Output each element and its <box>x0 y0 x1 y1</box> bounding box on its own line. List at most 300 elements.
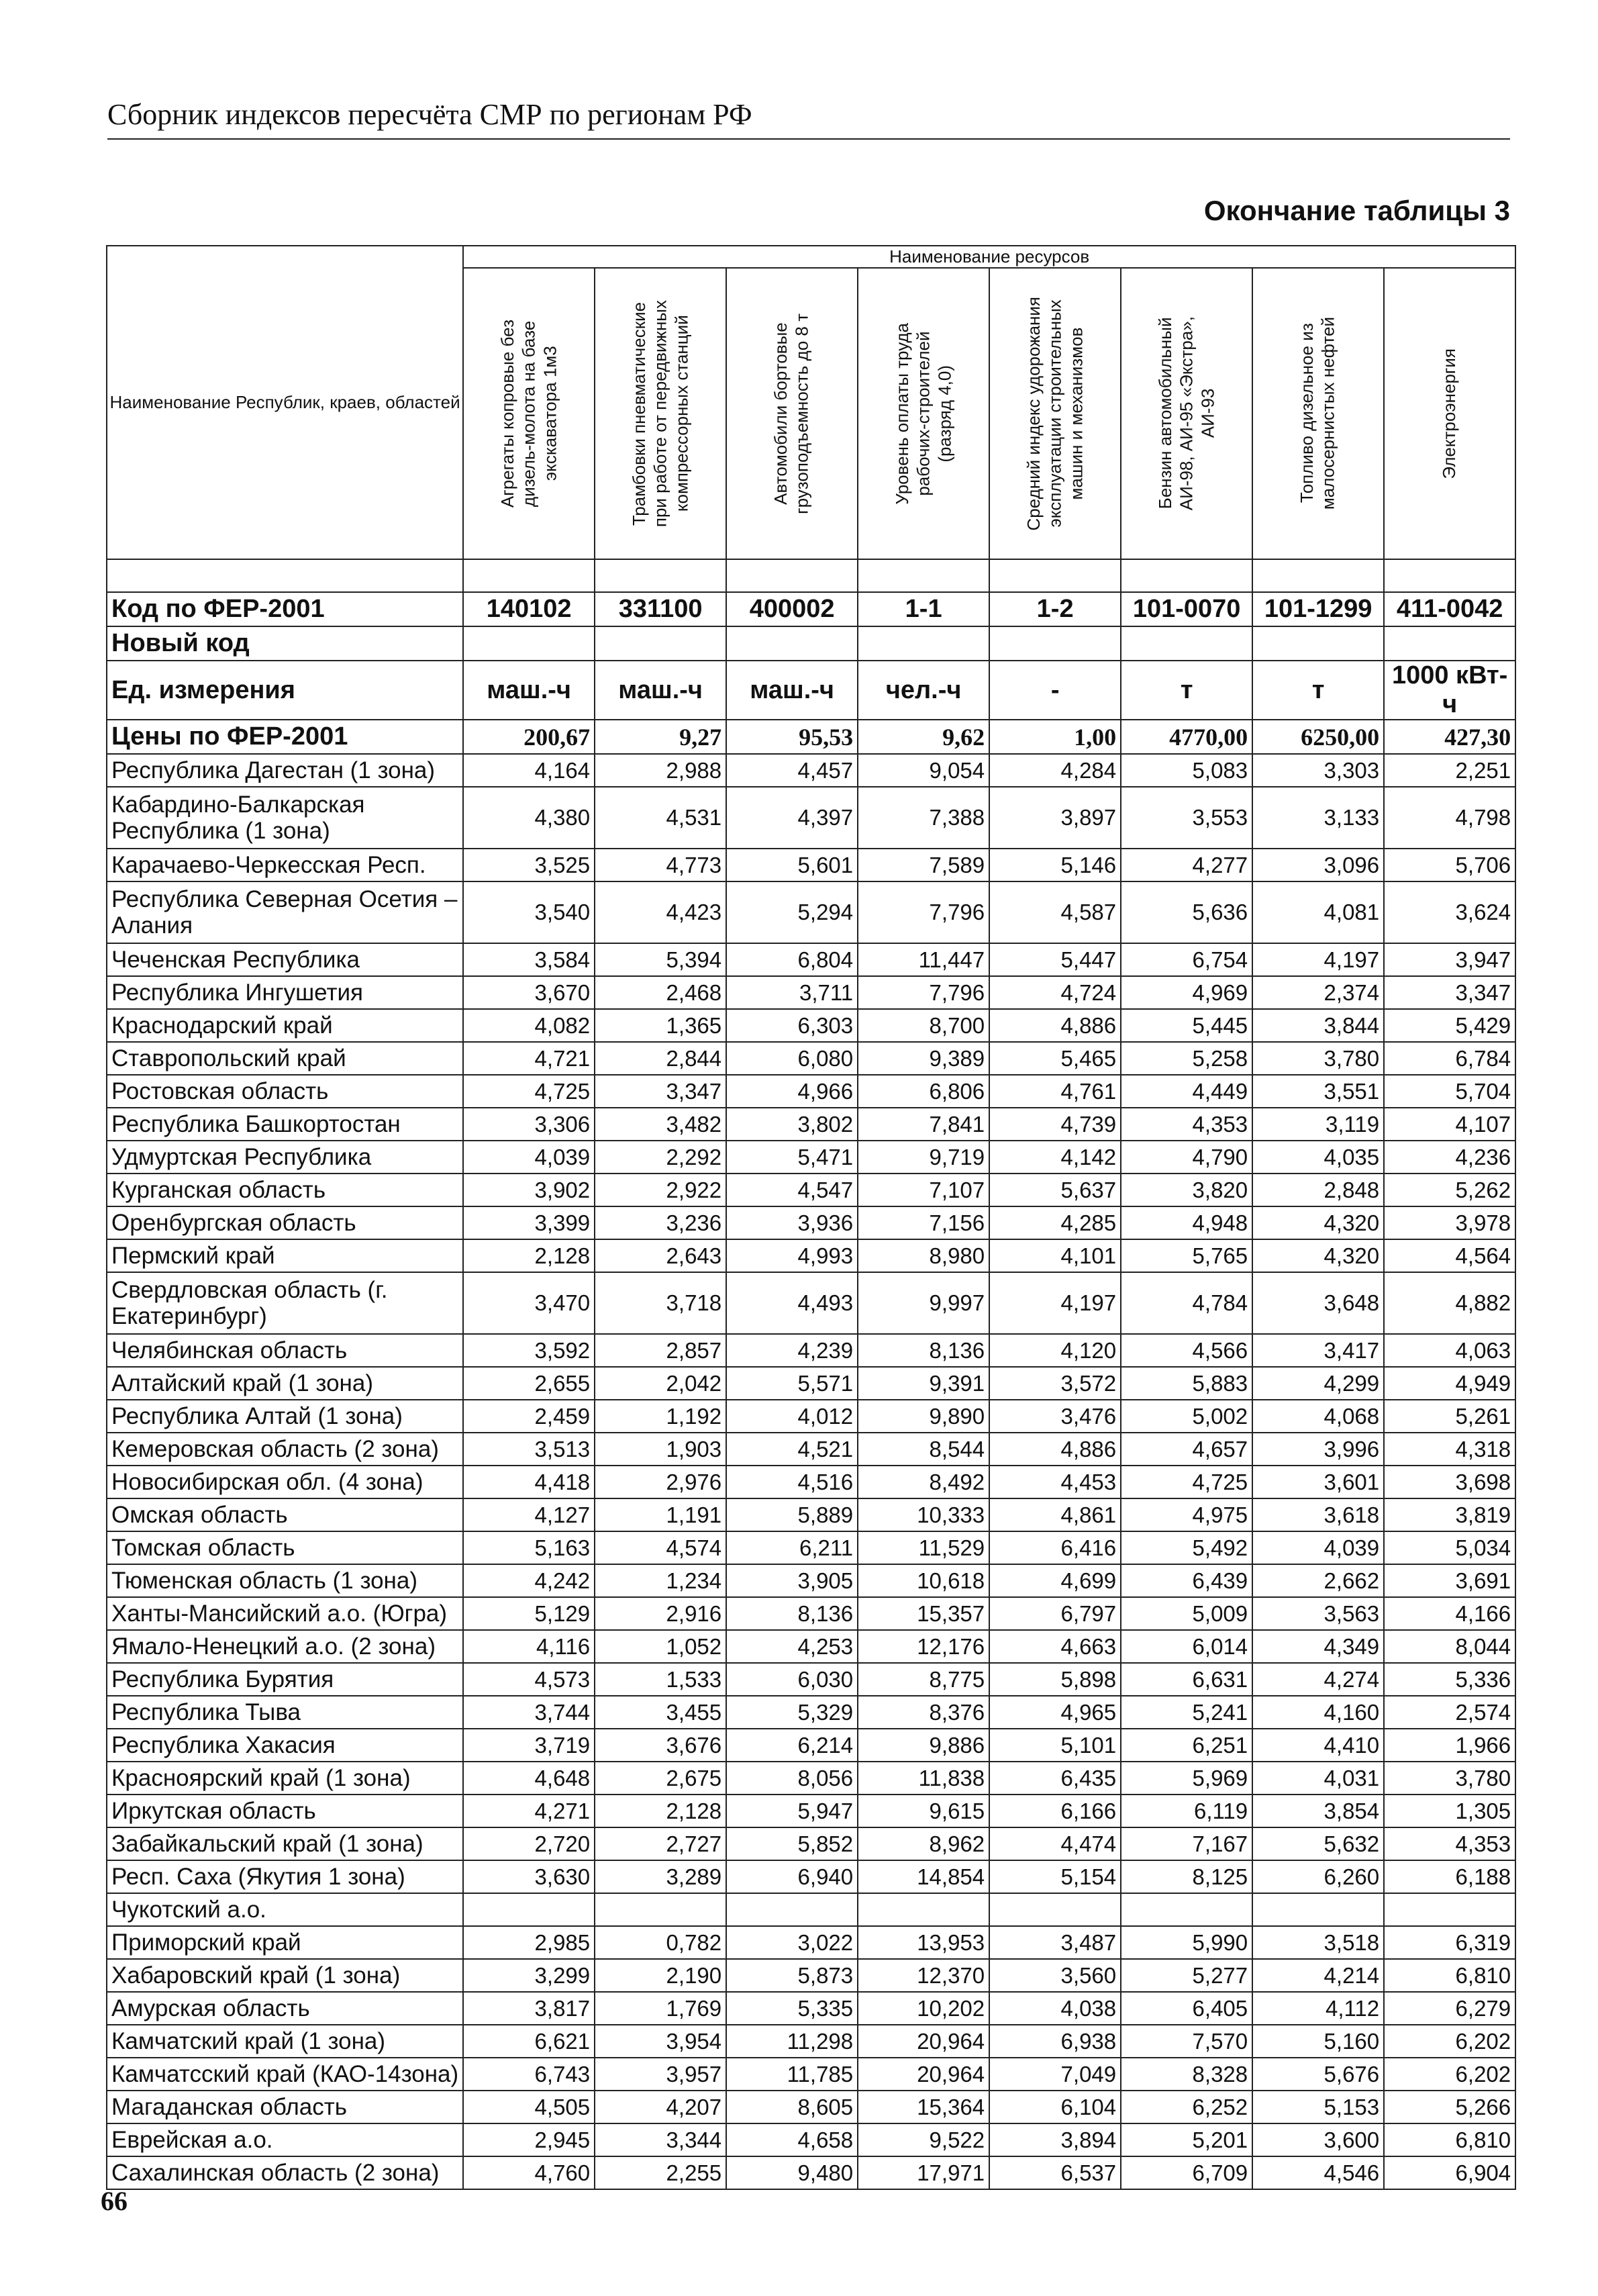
index-value: 3,470 <box>463 1272 595 1334</box>
region-name: Челябинская область <box>107 1334 463 1367</box>
index-value: 4,882 <box>1384 1272 1515 1334</box>
index-value: 6,279 <box>1384 1992 1515 2025</box>
index-value: 5,632 <box>1252 1827 1384 1860</box>
index-value: 6,810 <box>1384 2123 1515 2156</box>
index-value: 4,318 <box>1384 1433 1515 1466</box>
index-value: 9,890 <box>858 1400 989 1433</box>
index-value: 6,709 <box>1121 2156 1252 2189</box>
index-value: 4,271 <box>463 1795 595 1827</box>
new-code-row-value <box>858 626 989 661</box>
index-table <box>106 245 1516 2190</box>
index-value: 3,289 <box>595 1860 726 1893</box>
index-value: 2,675 <box>595 1762 726 1795</box>
collection-title: Сборник индексов пересчёта СМР по регионам РФ <box>107 98 752 131</box>
index-value: 4,038 <box>989 1992 1121 2025</box>
index-value: 3,936 <box>726 1206 858 1239</box>
index-value: 4,082 <box>463 1009 595 1042</box>
region-name: Еврейская а.о. <box>107 2123 463 2156</box>
region-name: Чукотский а.о. <box>107 1893 463 1926</box>
index-value: 5,336 <box>1384 1663 1515 1696</box>
table-row <box>107 1597 1515 1630</box>
index-value: 1,192 <box>595 1400 726 1433</box>
index-value <box>595 1893 726 1926</box>
index-value: 7,388 <box>858 787 989 849</box>
index-value: 7,049 <box>989 2058 1121 2091</box>
region-name: Пермский край <box>107 1239 463 1272</box>
index-value: 5,704 <box>1384 1075 1515 1108</box>
index-value: 4,418 <box>463 1466 595 1498</box>
price-row-value: 200,67 <box>463 720 595 754</box>
index-value: 2,945 <box>463 2123 595 2156</box>
index-value: 6,435 <box>989 1762 1121 1795</box>
index-value: 6,319 <box>1384 1926 1515 1959</box>
index-value: 7,589 <box>858 849 989 881</box>
column-header <box>463 268 595 559</box>
index-value: 7,841 <box>858 1108 989 1141</box>
index-value: 2,128 <box>463 1239 595 1272</box>
index-value: 4,284 <box>989 754 1121 787</box>
index-value: 20,964 <box>858 2058 989 2091</box>
index-value: 5,241 <box>1121 1696 1252 1729</box>
index-value <box>1121 1893 1252 1926</box>
index-value: 5,706 <box>1384 849 1515 881</box>
page-number: 66 <box>101 2186 128 2216</box>
region-name: Забайкальский край (1 зона) <box>107 1827 463 1860</box>
index-value: 4,242 <box>463 1564 595 1597</box>
table-row <box>107 2058 1515 2091</box>
table-row <box>107 1762 1515 1795</box>
index-value: 8,492 <box>858 1466 989 1498</box>
table-row <box>107 2091 1515 2123</box>
region-name: Республика Башкортостан <box>107 1108 463 1141</box>
index-value: 11,785 <box>726 2058 858 2091</box>
index-value: 4,120 <box>989 1334 1121 1367</box>
index-value: 4,474 <box>989 1827 1121 1860</box>
index-value: 3,119 <box>1252 1108 1384 1141</box>
index-value: 7,167 <box>1121 1827 1252 1860</box>
index-value: 3,691 <box>1384 1564 1515 1597</box>
index-value: 5,154 <box>989 1860 1121 1893</box>
index-value: 4,197 <box>989 1272 1121 1334</box>
index-value: 2,574 <box>1384 1696 1515 1729</box>
index-value: 3,957 <box>595 2058 726 2091</box>
index-value: 4,975 <box>1121 1498 1252 1531</box>
index-value: 2,643 <box>595 1239 726 1272</box>
index-value <box>989 1893 1121 1926</box>
index-value: 5,009 <box>1121 1597 1252 1630</box>
index-value: 4,039 <box>1252 1531 1384 1564</box>
unit-row-value: чел.-ч <box>858 661 989 720</box>
index-value: 4,493 <box>726 1272 858 1334</box>
index-value: 3,648 <box>1252 1272 1384 1334</box>
index-value: 3,719 <box>463 1729 595 1762</box>
price-row-value: 9,62 <box>858 720 989 754</box>
index-value: 5,883 <box>1121 1367 1252 1400</box>
index-value: 4,566 <box>1121 1334 1252 1367</box>
new-code-row-label: Новый код <box>107 626 463 661</box>
index-value: 6,754 <box>1121 943 1252 976</box>
index-value: 3,476 <box>989 1400 1121 1433</box>
index-value: 4,699 <box>989 1564 1121 1597</box>
index-value: 0,782 <box>595 1926 726 1959</box>
index-value: 4,320 <box>1252 1206 1384 1239</box>
column-header-label: Бензин автомобильный АИ-98, АИ-95 «Экстра», АИ-93 <box>1154 316 1217 511</box>
index-value: 4,886 <box>989 1433 1121 1466</box>
index-value: 5,465 <box>989 1042 1121 1075</box>
column-header-label: Автомобили бортовые грузоподъемность до 8 т <box>770 313 813 514</box>
table-row <box>107 1729 1515 1762</box>
table-row <box>107 1174 1515 1206</box>
column-header-label: Уровень оплаты труда рабочих-строителей (разряд 4,0) <box>891 322 954 505</box>
index-value: 3,592 <box>463 1334 595 1367</box>
index-value: 3,947 <box>1384 943 1515 976</box>
page-header <box>107 97 1510 140</box>
new-code-row-value <box>463 626 595 661</box>
region-name: Удмуртская Республика <box>107 1141 463 1174</box>
index-value: 8,605 <box>726 2091 858 2123</box>
index-value: 9,389 <box>858 1042 989 1075</box>
index-value: 3,601 <box>1252 1466 1384 1498</box>
column-header <box>595 268 726 559</box>
index-value: 9,391 <box>858 1367 989 1400</box>
region-name: Республика Северная Осетия – Алания <box>107 881 463 943</box>
index-value: 6,202 <box>1384 2025 1515 2058</box>
index-value: 4,948 <box>1121 1206 1252 1239</box>
index-value: 4,353 <box>1121 1108 1252 1141</box>
column-header <box>1384 268 1515 559</box>
index-value: 3,744 <box>463 1696 595 1729</box>
index-value: 3,299 <box>463 1959 595 1992</box>
table-row <box>107 1272 1515 1334</box>
table-row <box>107 943 1515 976</box>
index-value: 5,201 <box>1121 2123 1252 2156</box>
index-value: 5,447 <box>989 943 1121 976</box>
fer-code-row-value: 1-1 <box>858 592 989 626</box>
index-value: 4,663 <box>989 1630 1121 1663</box>
region-name: Республика Хакасия <box>107 1729 463 1762</box>
region-name: Камчатсский край (КАО-14зона) <box>107 2058 463 2091</box>
region-name: Тюменская область (1 зона) <box>107 1564 463 1597</box>
region-name: Кемеровская область (2 зона) <box>107 1433 463 1466</box>
index-value: 8,962 <box>858 1827 989 1860</box>
index-value: 5,034 <box>1384 1531 1515 1564</box>
index-value: 5,852 <box>726 1827 858 1860</box>
index-value: 5,294 <box>726 881 858 943</box>
region-name: Ямало-Ненецкий а.о. (2 зона) <box>107 1630 463 1663</box>
index-value: 4,721 <box>463 1042 595 1075</box>
index-value: 6,810 <box>1384 1959 1515 1992</box>
resources-header: Наименование ресурсов <box>463 246 1515 268</box>
index-value: 4,410 <box>1252 1729 1384 1762</box>
index-value: 6,188 <box>1384 1860 1515 1893</box>
index-value <box>463 1893 595 1926</box>
index-value: 9,997 <box>858 1272 989 1334</box>
index-value: 4,531 <box>595 787 726 849</box>
index-value: 3,676 <box>595 1729 726 1762</box>
index-value: 6,251 <box>1121 1729 1252 1762</box>
index-value: 2,374 <box>1252 976 1384 1009</box>
index-value: 3,540 <box>463 881 595 943</box>
index-value: 4,320 <box>1252 1239 1384 1272</box>
index-value: 11,447 <box>858 943 989 976</box>
index-value: 4,798 <box>1384 787 1515 849</box>
index-value: 4,886 <box>989 1009 1121 1042</box>
index-value: 2,042 <box>595 1367 726 1400</box>
column-header <box>989 268 1121 559</box>
index-value: 5,258 <box>1121 1042 1252 1075</box>
index-value: 6,797 <box>989 1597 1121 1630</box>
region-name: Республика Ингушетия <box>107 976 463 1009</box>
index-value: 7,796 <box>858 881 989 943</box>
index-value: 9,480 <box>726 2156 858 2189</box>
table-row <box>107 1009 1515 1042</box>
index-value: 3,133 <box>1252 787 1384 849</box>
region-name: Амурская область <box>107 1992 463 2025</box>
index-value: 4,031 <box>1252 1762 1384 1795</box>
index-value: 3,584 <box>463 943 595 976</box>
index-value: 6,784 <box>1384 1042 1515 1075</box>
region-name: Ханты-Мансийский а.о. (Югра) <box>107 1597 463 1630</box>
index-value: 3,624 <box>1384 881 1515 943</box>
table-row <box>107 1075 1515 1108</box>
table-row <box>107 1239 1515 1272</box>
index-value: 4,423 <box>595 881 726 943</box>
new-code-row-value <box>1384 626 1515 661</box>
price-row-value: 1,00 <box>989 720 1121 754</box>
index-value: 5,129 <box>463 1597 595 1630</box>
index-value: 1,533 <box>595 1663 726 1696</box>
index-value: 3,399 <box>463 1206 595 1239</box>
index-value: 4,253 <box>726 1630 858 1663</box>
index-value: 4,039 <box>463 1141 595 1174</box>
index-value: 2,844 <box>595 1042 726 1075</box>
index-value: 2,128 <box>595 1795 726 1827</box>
index-value: 3,894 <box>989 2123 1121 2156</box>
index-value: 10,618 <box>858 1564 989 1597</box>
index-value: 3,525 <box>463 849 595 881</box>
table-row <box>107 1564 1515 1597</box>
index-value: 3,487 <box>989 1926 1121 1959</box>
new-code-row-value <box>595 626 726 661</box>
index-value: 3,347 <box>1384 976 1515 1009</box>
table-row <box>107 1400 1515 1433</box>
table-row <box>107 849 1515 881</box>
column-header <box>1121 268 1252 559</box>
table-row <box>107 1959 1515 1992</box>
table-row <box>107 1795 1515 1827</box>
index-value: 3,417 <box>1252 1334 1384 1367</box>
table-row <box>107 1696 1515 1729</box>
index-value: 10,202 <box>858 1992 989 2025</box>
index-value: 5,146 <box>989 849 1121 881</box>
index-value: 6,260 <box>1252 1860 1384 1893</box>
index-value: 6,303 <box>726 1009 858 1042</box>
price-row <box>107 720 1515 754</box>
price-row-value: 95,53 <box>726 720 858 754</box>
index-value: 5,990 <box>1121 1926 1252 1959</box>
region-name: Хабаровский край (1 зона) <box>107 1959 463 1992</box>
table-row <box>107 787 1515 849</box>
index-value: 11,529 <box>858 1531 989 1564</box>
index-value: 6,804 <box>726 943 858 976</box>
region-name: Ставропольский край <box>107 1042 463 1075</box>
index-value: 2,916 <box>595 1597 726 1630</box>
index-value: 6,439 <box>1121 1564 1252 1597</box>
fer-code-row-value: 400002 <box>726 592 858 626</box>
index-value: 7,156 <box>858 1206 989 1239</box>
index-value: 5,002 <box>1121 1400 1252 1433</box>
index-value: 3,236 <box>595 1206 726 1239</box>
unit-row-value: 1000 кВт-ч <box>1384 661 1515 720</box>
region-name: Оренбургская область <box>107 1206 463 1239</box>
index-value: 1,966 <box>1384 1729 1515 1762</box>
index-value: 4,063 <box>1384 1334 1515 1367</box>
index-value: 4,112 <box>1252 1992 1384 2025</box>
index-value: 4,760 <box>463 2156 595 2189</box>
index-value: 6,030 <box>726 1663 858 1696</box>
index-value: 6,806 <box>858 1075 989 1108</box>
index-value: 3,630 <box>463 1860 595 1893</box>
index-value: 5,261 <box>1384 1400 1515 1433</box>
index-value <box>858 1893 989 1926</box>
region-name: Новосибирская обл. (4 зона) <box>107 1466 463 1498</box>
fer-code-row-value: 101-0070 <box>1121 592 1252 626</box>
index-value: 2,922 <box>595 1174 726 1206</box>
region-name: Ростовская область <box>107 1075 463 1108</box>
index-value: 3,344 <box>595 2123 726 2156</box>
index-value: 4,784 <box>1121 1272 1252 1334</box>
price-row-value: 427,30 <box>1384 720 1515 754</box>
column-header-label: Электроэнергия <box>1439 348 1460 479</box>
unit-row-value: маш.-ч <box>463 661 595 720</box>
price-row-value: 6250,00 <box>1252 720 1384 754</box>
index-value: 3,572 <box>989 1367 1121 1400</box>
region-name: Магаданская область <box>107 2091 463 2123</box>
table-row <box>107 1367 1515 1400</box>
index-value: 8,044 <box>1384 1630 1515 1663</box>
index-value: 3,711 <box>726 976 858 1009</box>
index-value: 3,802 <box>726 1108 858 1141</box>
index-value: 2,251 <box>1384 754 1515 787</box>
index-value: 4,142 <box>989 1141 1121 1174</box>
index-value: 2,720 <box>463 1827 595 1860</box>
unit-row-value: маш.-ч <box>595 661 726 720</box>
index-value: 4,564 <box>1384 1239 1515 1272</box>
index-value: 6,104 <box>989 2091 1121 2123</box>
table-row <box>107 2156 1515 2189</box>
index-value: 6,214 <box>726 1729 858 1762</box>
region-name: Омская область <box>107 1498 463 1531</box>
index-value: 6,904 <box>1384 2156 1515 2189</box>
index-value: 9,719 <box>858 1141 989 1174</box>
region-name: Камчатский край (1 зона) <box>107 2025 463 2058</box>
index-value: 6,166 <box>989 1795 1121 1827</box>
table-row <box>107 1630 1515 1663</box>
index-value: 3,303 <box>1252 754 1384 787</box>
region-name: Респ. Саха (Якутия 1 зона) <box>107 1860 463 1893</box>
table-row <box>107 976 1515 1009</box>
index-value: 4,453 <box>989 1466 1121 1498</box>
index-value: 4,724 <box>989 976 1121 1009</box>
index-value <box>1252 1893 1384 1926</box>
index-value: 4,207 <box>595 2091 726 2123</box>
index-value: 5,335 <box>726 1992 858 2025</box>
index-value: 3,600 <box>1252 2123 1384 2156</box>
index-value: 4,277 <box>1121 849 1252 881</box>
index-value: 1,234 <box>595 1564 726 1597</box>
new-code-row-value <box>989 626 1121 661</box>
region-name: Курганская область <box>107 1174 463 1206</box>
index-value: 1,305 <box>1384 1795 1515 1827</box>
index-value: 10,333 <box>858 1498 989 1531</box>
index-value: 6,631 <box>1121 1663 1252 1696</box>
index-value: 2,848 <box>1252 1174 1384 1206</box>
index-value: 4,197 <box>1252 943 1384 976</box>
index-value: 5,471 <box>726 1141 858 1174</box>
index-value: 2,727 <box>595 1827 726 1860</box>
index-value: 4,546 <box>1252 2156 1384 2189</box>
new-code-row <box>107 626 1515 661</box>
unit-row-value: - <box>989 661 1121 720</box>
index-value: 6,940 <box>726 1860 858 1893</box>
index-value: 5,160 <box>1252 2025 1384 2058</box>
region-name: Республика Тыва <box>107 1696 463 1729</box>
index-value: 3,563 <box>1252 1597 1384 1630</box>
index-value: 4,574 <box>595 1531 726 1564</box>
index-value: 5,083 <box>1121 754 1252 787</box>
index-value: 4,116 <box>463 1630 595 1663</box>
index-value: 6,202 <box>1384 2058 1515 2091</box>
index-value: 6,743 <box>463 2058 595 2091</box>
column-header <box>858 268 989 559</box>
table-row <box>107 1531 1515 1564</box>
index-value: 2,857 <box>595 1334 726 1367</box>
table-row <box>107 1926 1515 1959</box>
index-value: 4,773 <box>595 849 726 881</box>
index-value: 1,365 <box>595 1009 726 1042</box>
index-value: 1,052 <box>595 1630 726 1663</box>
unit-row-value: маш.-ч <box>726 661 858 720</box>
index-value: 15,364 <box>858 2091 989 2123</box>
table-row <box>107 1992 1515 2025</box>
fer-code-row-value: 411-0042 <box>1384 592 1515 626</box>
index-value: 7,107 <box>858 1174 989 1206</box>
index-value: 2,655 <box>463 1367 595 1400</box>
unit-row-label: Ед. измерения <box>107 661 463 720</box>
index-value: 4,966 <box>726 1075 858 1108</box>
table-row <box>107 754 1515 787</box>
spacer-row <box>107 559 1515 592</box>
index-value: 1,191 <box>595 1498 726 1531</box>
region-name: Республика Алтай (1 зона) <box>107 1400 463 1433</box>
column-header-label: Трамбовки пневматические при работе от передвижных компрессорных станций <box>628 299 691 528</box>
index-value: 4,397 <box>726 787 858 849</box>
new-code-row-value <box>726 626 858 661</box>
region-name: Республика Бурятия <box>107 1663 463 1696</box>
table-row <box>107 1334 1515 1367</box>
index-value: 5,445 <box>1121 1009 1252 1042</box>
index-value: 2,988 <box>595 754 726 787</box>
index-value: 4,236 <box>1384 1141 1515 1174</box>
region-name: Свердловская область (г. Екатеринбург) <box>107 1272 463 1334</box>
index-value: 15,357 <box>858 1597 989 1630</box>
index-value: 4,081 <box>1252 881 1384 943</box>
index-value: 9,522 <box>858 2123 989 2156</box>
index-value: 3,844 <box>1252 1009 1384 1042</box>
index-value: 5,636 <box>1121 881 1252 943</box>
price-row-value: 9,27 <box>595 720 726 754</box>
index-value: 4,725 <box>1121 1466 1252 1498</box>
